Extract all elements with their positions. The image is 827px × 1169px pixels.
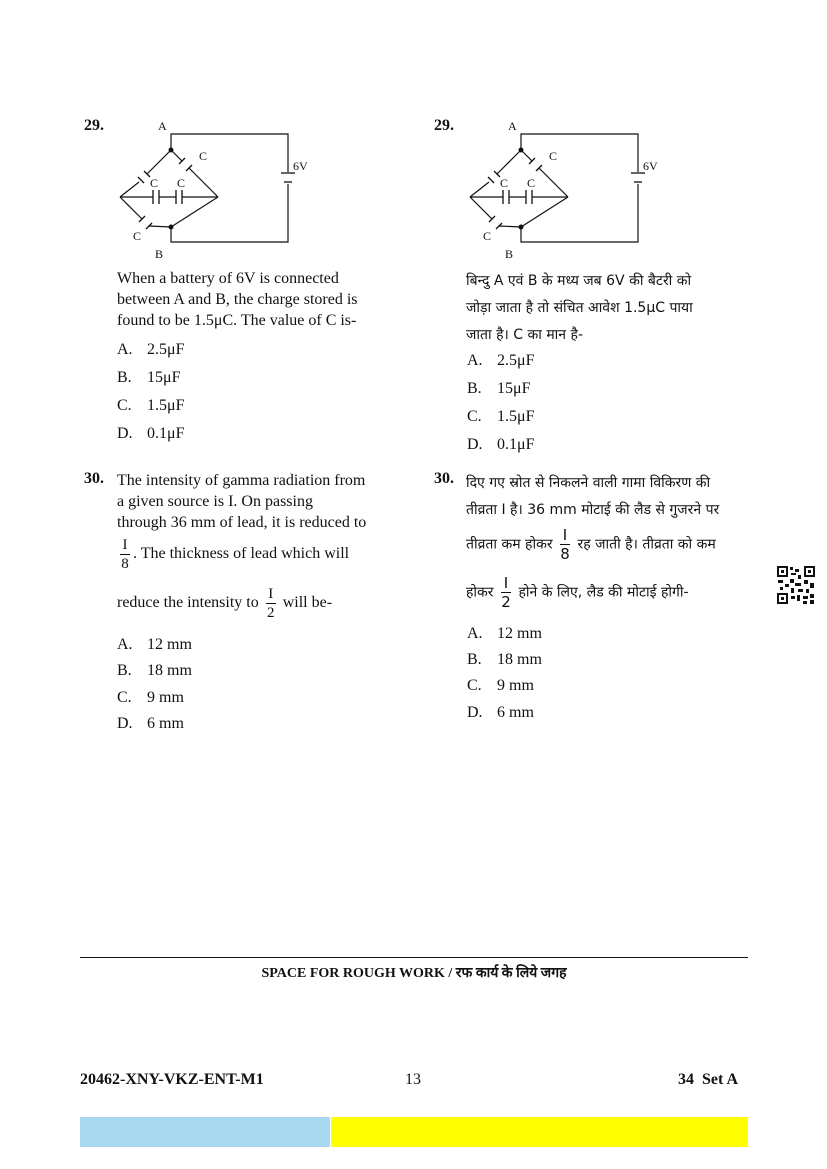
text-line: through 36 mm of lead, it is reduced to (117, 514, 367, 531)
text-line: जोड़ा जाता है तो संचित आवेश 1.5μC पाया (466, 300, 693, 316)
text-line: . The thickness of lead which will (133, 545, 350, 563)
option-a[interactable] (117, 636, 192, 654)
option-text: 6 mm (497, 704, 534, 721)
text-line: होकर (466, 584, 494, 601)
capacitor-label: C (483, 229, 492, 243)
set-label: Set A (702, 1071, 738, 1088)
option-label: D. (467, 436, 483, 453)
text-line: reduce the intensity to (117, 594, 259, 612)
option-a[interactable] (467, 352, 534, 370)
question-number: 30. (434, 470, 454, 487)
option-d[interactable] (467, 436, 534, 454)
text-line: तीव्रता I है। 36 mm मोटाई की लैड से गुजरने पर (466, 502, 720, 518)
question-30-hindi-fraction-line (466, 526, 716, 563)
text-line: will be- (282, 594, 333, 612)
capacitor-label: C (527, 176, 536, 190)
text-line: When a battery of 6V is connected (117, 270, 339, 287)
fraction: $\frac{I}{8}$ (560, 526, 570, 563)
capacitor-label: C (500, 176, 509, 190)
option-label: C. (467, 677, 482, 694)
text-line: जाता है। C का मान है- (466, 327, 584, 343)
option-label: B. (467, 380, 482, 397)
text-line: between A and B, the charge stored is (117, 291, 358, 308)
question-30-text (117, 470, 417, 533)
question-number: 29. (84, 117, 104, 134)
option-label: A. (117, 341, 133, 358)
option-text: 18 mm (497, 651, 542, 668)
option-label: C. (117, 689, 132, 706)
option-label: C. (117, 397, 132, 414)
node-label-a: A (158, 119, 167, 133)
text-line: तीव्रता कम होकर (466, 536, 553, 553)
option-text: 1.5μF (497, 408, 535, 425)
rough-work-label: SPACE FOR ROUGH WORK / रफ कार्य के लिये जगह (261, 966, 567, 981)
option-text: 9 mm (147, 689, 184, 706)
paper-code: 20462-XNY-VKZ-ENT-M1 (80, 1071, 264, 1088)
option-c[interactable] (467, 677, 534, 695)
qr-code-icon (776, 565, 816, 605)
capacitor-label: C (133, 229, 142, 243)
fraction: $\frac{I}{2}$ (501, 574, 511, 611)
option-label: D. (117, 715, 133, 732)
capacitor-label: C (177, 176, 186, 190)
option-label: A. (117, 636, 133, 653)
capacitor-circuit-diagram (460, 118, 670, 263)
option-b[interactable] (467, 380, 530, 398)
option-text: 12 mm (147, 636, 192, 653)
option-label: B. (117, 662, 132, 679)
option-d[interactable] (117, 425, 184, 443)
battery-voltage-label: 6V (643, 159, 658, 173)
node-label-b: B (155, 247, 164, 261)
option-label: A. (467, 352, 483, 369)
question-30-hindi-last-line (466, 574, 689, 611)
set-info (678, 1071, 738, 1089)
option-text: 2.5μF (497, 352, 535, 369)
capacitor-label: C (549, 149, 558, 163)
option-text: 12 mm (497, 625, 542, 642)
option-c[interactable] (117, 397, 184, 415)
option-text: 6 mm (147, 715, 184, 732)
question-number: 30. (84, 470, 104, 487)
color-band-yellow (331, 1117, 748, 1147)
option-a[interactable] (467, 625, 542, 643)
option-c[interactable] (467, 408, 534, 426)
question-30-fraction-line (117, 536, 349, 573)
text-line: रह जाती है। तीव्रता को कम (577, 536, 716, 553)
option-label: A. (467, 625, 483, 642)
battery-voltage-label: 6V (293, 159, 308, 173)
fraction: $\frac{I}{2}$ (266, 586, 275, 621)
divider (80, 957, 748, 958)
question-30-last-line (117, 585, 332, 622)
option-text: 15μF (147, 369, 181, 386)
question-29-text (117, 268, 407, 331)
text-line: दिए गए स्रोत से निकलने वाली गामा विकिरण की (466, 475, 711, 491)
question-29-hindi-text (466, 268, 756, 349)
option-a[interactable] (117, 341, 184, 359)
option-label: B. (117, 369, 132, 386)
set-number: 34 (678, 1071, 694, 1088)
capacitor-label: C (150, 176, 159, 190)
option-text: 2.5μF (147, 341, 185, 358)
option-text: 1.5μF (147, 397, 185, 414)
option-label: C. (467, 408, 482, 425)
option-b[interactable] (467, 651, 542, 669)
node-label-b: B (505, 247, 514, 261)
option-d[interactable] (117, 715, 184, 733)
option-b[interactable] (117, 662, 192, 680)
capacitor-label: C (199, 149, 208, 163)
option-text: 0.1μF (147, 425, 185, 442)
text-line: होने के लिए, लैड की मोटाई होगी- (518, 584, 689, 601)
text-line: The intensity of gamma radiation from (117, 472, 366, 489)
option-label: D. (117, 425, 133, 442)
text-line: found to be 1.5μC. The value of C is- (117, 312, 357, 329)
option-b[interactable] (117, 369, 180, 387)
option-d[interactable] (467, 704, 534, 722)
capacitor-circuit-diagram (110, 118, 320, 263)
text-line: बिन्दु A एवं B के मध्य जब 6V की बैटरी को (466, 273, 692, 289)
option-label: D. (467, 704, 483, 721)
option-text: 18 mm (147, 662, 192, 679)
option-label: B. (467, 651, 482, 668)
option-text: 0.1μF (497, 436, 535, 453)
question-number: 29. (434, 117, 454, 134)
color-band-blue (80, 1117, 330, 1147)
option-text: 15μF (497, 380, 531, 397)
fraction: $\frac{I}{8}$ (121, 537, 129, 572)
node-label-a: A (508, 119, 517, 133)
option-text: 9 mm (497, 677, 534, 694)
option-c[interactable] (117, 689, 184, 707)
page-number: 13 (405, 1071, 421, 1088)
question-30-hindi-text (466, 470, 766, 524)
text-line: a given source is I. On passing (117, 493, 313, 510)
